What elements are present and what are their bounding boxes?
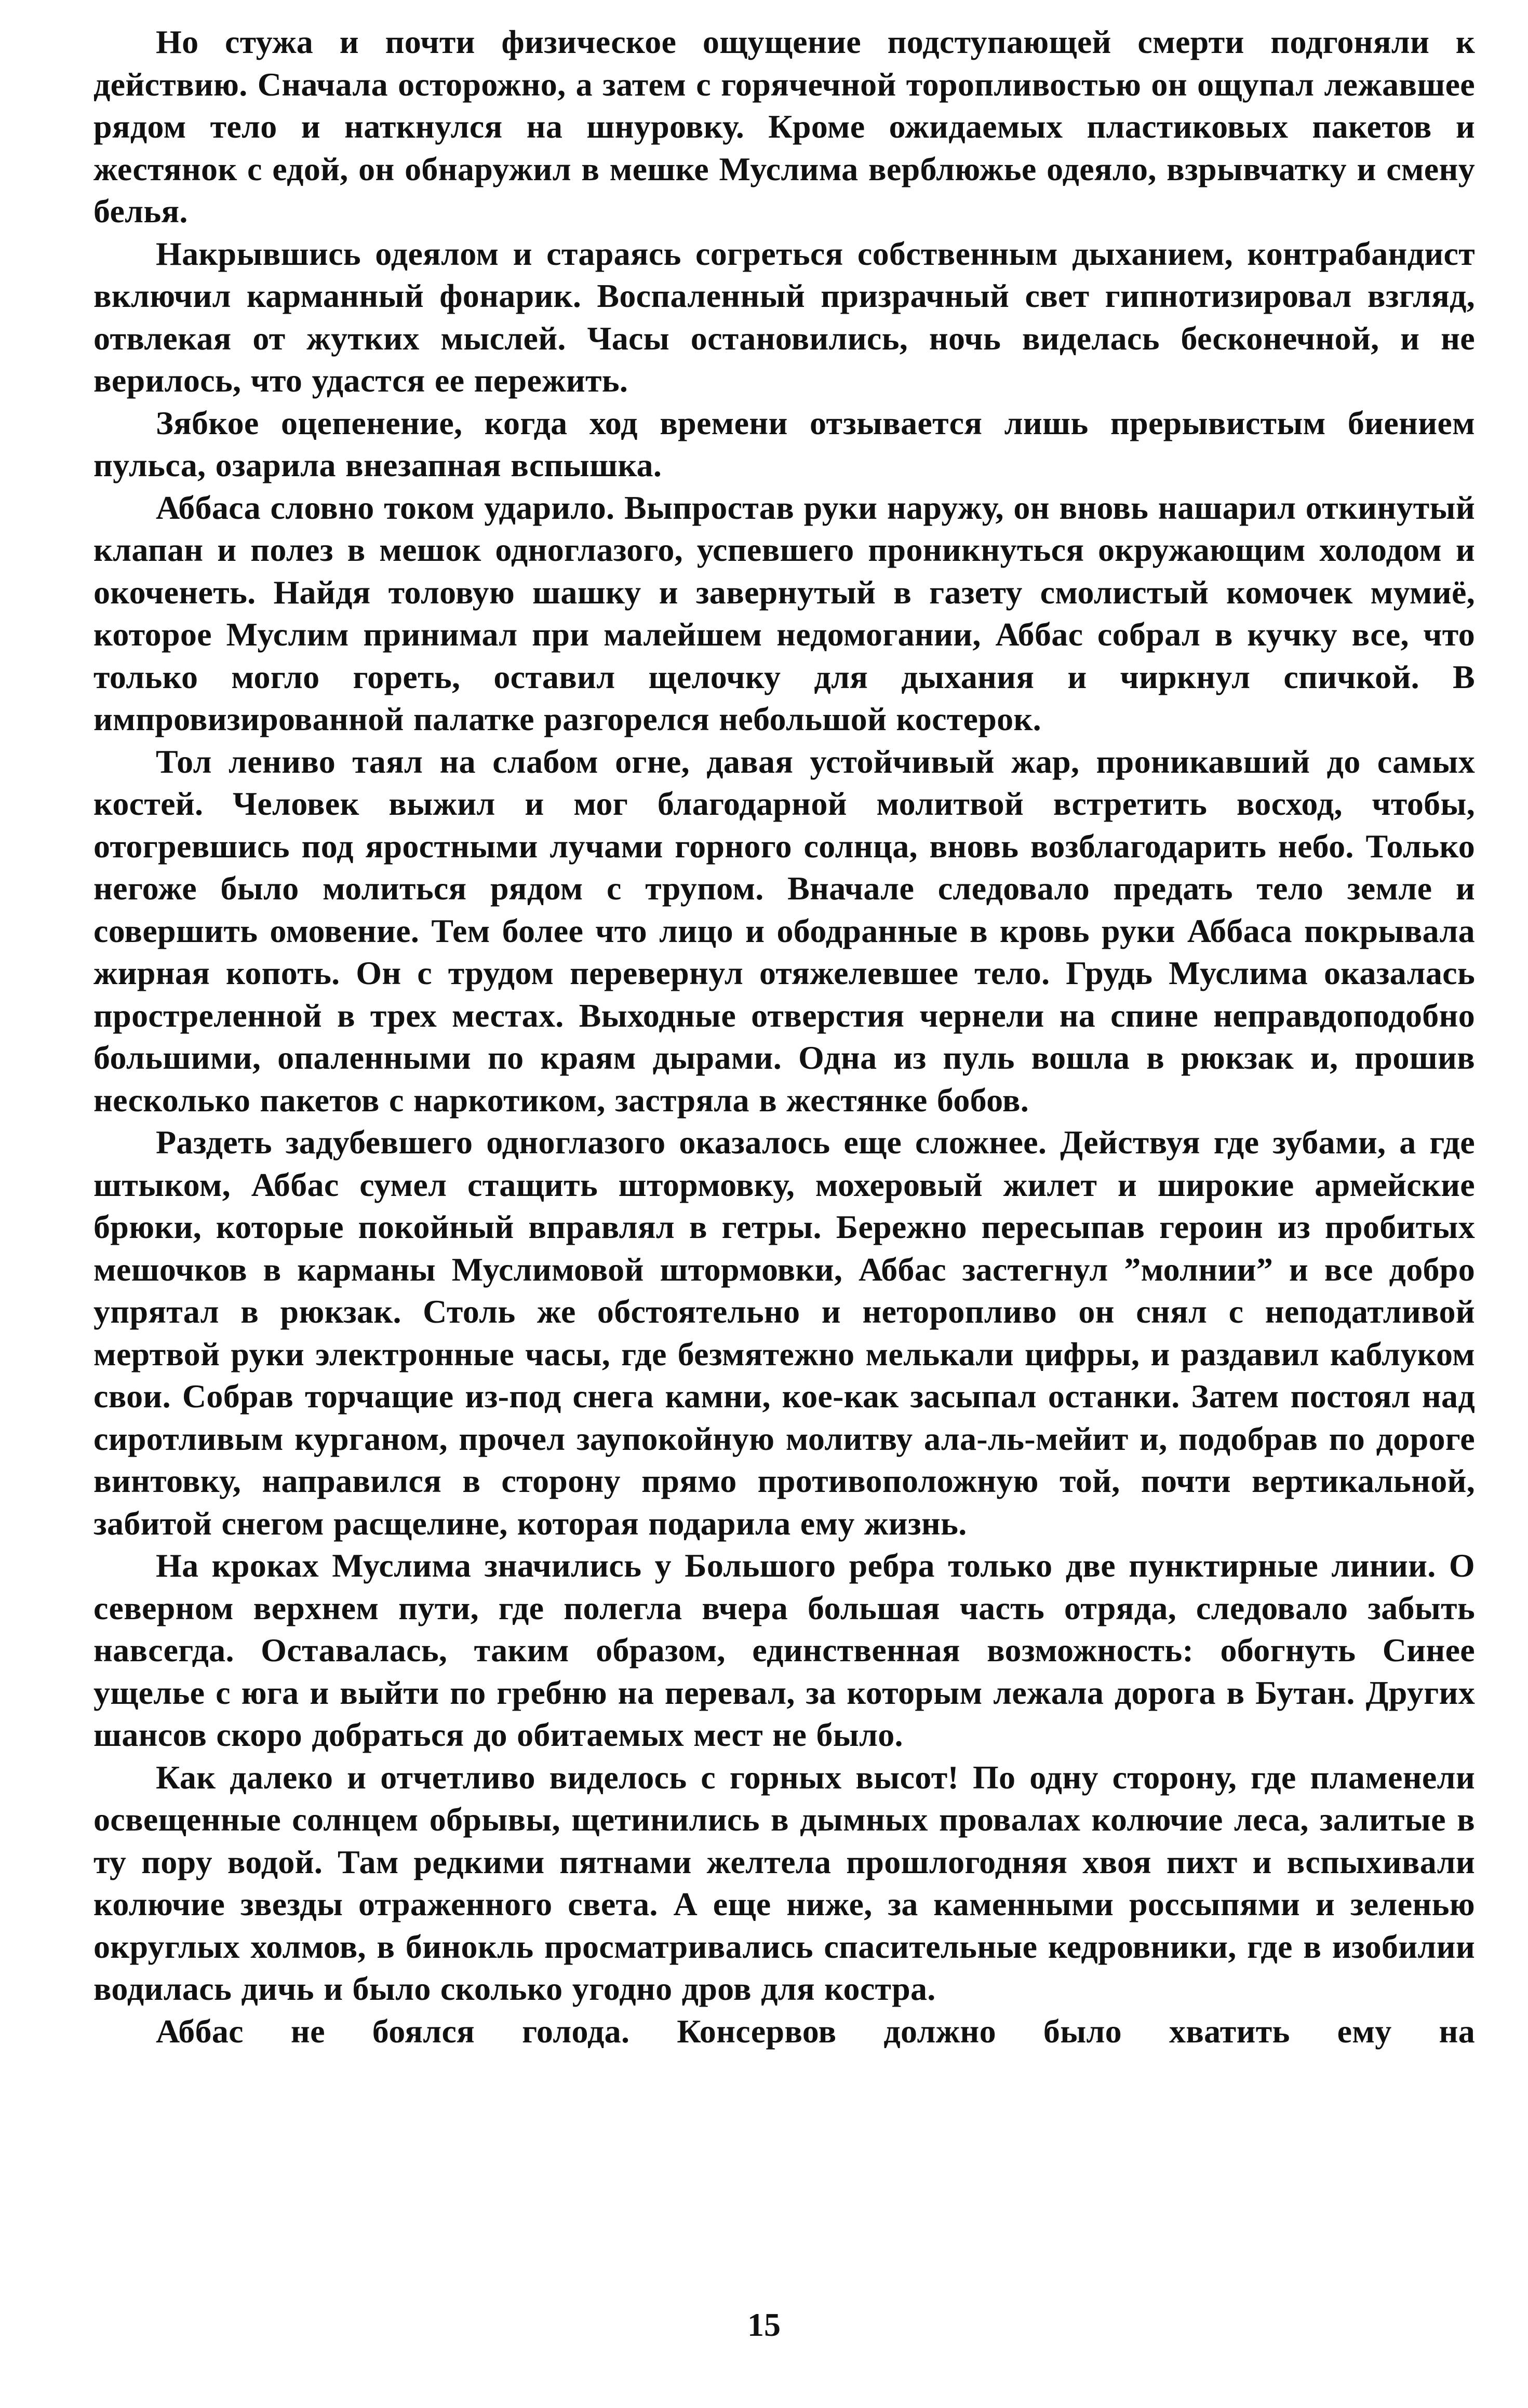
paragraph-8: Как далеко и отчетливо виделось с горных высот! По одну сторону, где пламенели освещенные солнцем обрывы, щетинились в дымных провалах колючие леса, залитые в ту пору водой. Там редкими пятнами желтела прошлогодняя хвоя пихт и вспыхивали колючие звезды отраженного света. А еще ниже, за каменными россыпями и зеленью округлых холмов, в бинокль просматривались спасительные кедровники, где в изобилии водилась дичь и было сколько угодно дров для костра. xyxy=(93,1758,1475,2007)
paragraph-1: Но стужа и почти физическое ощущение подступающей смерти подгоняли к действию. Сначала осторожно, а затем с горячечной торопливостью он ощупал лежавшее рядом тело и наткнулся на шнуровку. Кроме ожидаемых пластиковых пакетов и жестянок с едой, он обнаружил в мешке Муслима верблюжье одеяло, взрывчатку и смену белья. xyxy=(93,23,1475,230)
paragraph-9: Аббас не боялся голода. Консервов должно было хватить ему на xyxy=(156,2012,1475,2050)
paragraph-5: Тол лениво таял на слабом огне, давая устойчивый жар, проникавший до самых костей. Человек выжил и мог благодарной молитвой встретить восход, чтобы, отогревшись под яростными лучами горного солнца, вновь возблагодарить небо. Только негоже было молиться рядом с трупом. Вначале следовало предать тело земле и совершить омовение. Тем более что лицо и ободранные в кровь руки Аббаса покрывала жирная копоть. Он с трудом перевернул отяжелевшее тело. Грудь Муслима оказалась простреленной в трех местах. Выходные отверстия чернели на спине неправдоподобно большими, опаленными по краям дырами. Одна из пуль вошла в рюкзак и, прошив несколько пакетов с наркотиком, застряла в жестянке бобов. xyxy=(93,743,1475,1119)
paragraph-2: Накрывшись одеялом и стараясь согреться собственным дыханием, контрабандист включил карманный фонарик. Воспаленный призрачный свет гипнотизировал взгляд, отвлекая от жутких мыслей. Часы остановились, ночь виделась бесконечной, и не верилось, что удастся ее пережить. xyxy=(93,235,1475,399)
paragraph-6: Раздеть задубевшего одноглазого оказалось еще сложнее. Действуя где зубами, а где штыком, Аббас сумел стащить штормовку, мохеровый жилет и широкие армейские брюки, которые покойный вправлял в гетры. Бережно пересыпав героин из пробитых мешочков в карманы Муслимовой штормовки, Аббас застегнул ”молнии” и все добро упрятал в рюкзак. Столь же обстоятельно и неторопливо он снял с неподатливой мертвой руки электронные часы, где безмятежно мелькали цифры, и раздавил каблуком свои. Собрав торчащие из-под снега камни, кое-как засыпал останки. Затем постоял над сиротливым курганом, прочел заупокойную молитву ала-ль-мейит и, подобрав по дороге винтовку, направился в сторону прямо противоположную той, почти вертикальной, забитой снегом расщелине, которая подарила ему жизнь. xyxy=(93,1124,1475,1542)
paragraph-3: Зябкое оцепенение, когда ход времени отзывается лишь прерывистым биением пульса, озарила внезапная вспышка. xyxy=(93,404,1475,483)
page-number: 15 xyxy=(747,2306,781,2343)
paragraph-7: На кроках Муслима значились у Большого ребра только две пунктирные линии. О северном верхнем пути, где полегла вчера большая часть отряда, следовало забыть навсегда. Оставалась, таким образом, единственная возможность: обогнуть Синее ущелье с юга и выйти по гребню на перевал, за которым лежала дорога в Бутан. Других шансов скоро добраться до обитаемых мест не было. xyxy=(93,1547,1475,1753)
book-page xyxy=(93,21,1475,2358)
paragraph-4: Аббаса словно током ударило. Выпростав руки наружу, он вновь нашарил откинутый клапан и полез в мешок одноглазого, успевшего проникнуться окружающим холодом и окоченеть. Найдя толовую шашку и завернутый в газету смолистый комочек мумиё, которое Муслим принимал при малейшем недомогании, Аббас собрал в кучку все, что только могло гореть, оставил щелочку для дыхания и чиркнул спичкой. В импровизированной палатке разгорелся небольшой костерок. xyxy=(93,489,1475,737)
